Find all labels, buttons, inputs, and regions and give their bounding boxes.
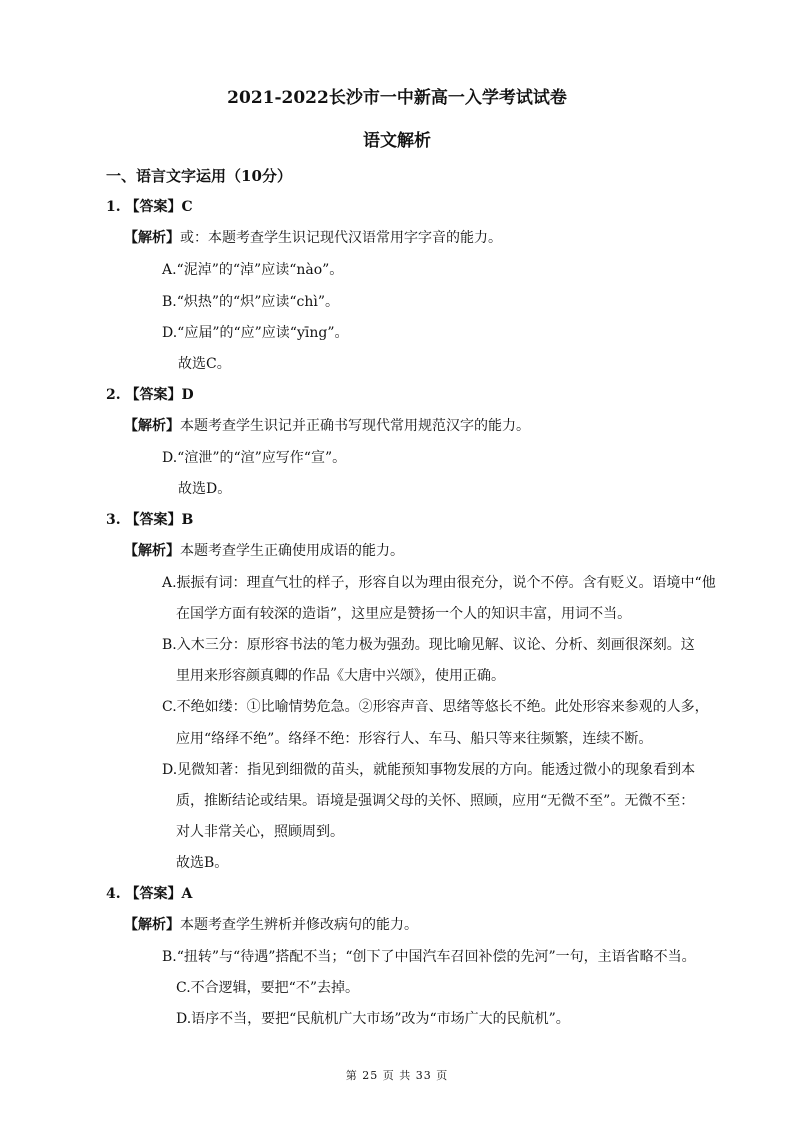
question-3-conclusion: 故选B。	[176, 855, 229, 871]
question-3-line-9: 对人非常关心，照顾周到。	[176, 824, 344, 840]
question-3-line-8: 质，推断结论或结果。语境是强调父母的关怀、照顾，应用“无微不至”。无微不至：	[176, 793, 695, 809]
question-1-option-a: A.“泥淖”的“淖”应读“nào”。	[162, 262, 344, 278]
question-3-analysis	[124, 541, 404, 561]
question-4-answer: 4. 【答案】A	[106, 886, 193, 902]
question-3-line-1: A.振振有词：理直气壮的样子，形容自以为理由很充分，说个不停。含有贬义。语境中“他	[162, 575, 716, 591]
document-title: 2021-2022长沙市一中新高一入学考试试卷	[227, 88, 567, 108]
analysis-text: 或：本题考查学生识记现代汉语常用字字音的能力。	[180, 230, 502, 246]
analysis-text: 本题考查学生辨析并修改病句的能力。	[180, 917, 418, 933]
analysis-text: 本题考查学生正确使用成语的能力。	[180, 543, 404, 559]
question-4-option-c: C.不合逻辑，要把“不”去掉。	[176, 980, 359, 996]
question-3-line-5: C.不绝如缕：①比喻情势危急。②形容声音、思绪等悠长不绝。此处形容来参观的人多，	[162, 699, 709, 715]
question-3-line-3: B.入木三分：原形容书法的笔力极为强劲。现比喻见解、议论、分析、刻画很深刻。这	[162, 637, 695, 653]
question-1-analysis	[124, 228, 502, 248]
question-1-option-b: B.“炽热”的“炽”应读“chì”。	[162, 294, 340, 310]
analysis-label: 【解析】	[124, 543, 180, 559]
analysis-label: 【解析】	[124, 418, 180, 434]
analysis-text: 本题考查学生识记并正确书写现代常用规范汉字的能力。	[180, 418, 530, 434]
question-4-option-b: B.“扭转”与“待遇”搭配不当；“创下了中国汽车召回补偿的先河”一句，主语省略不当。	[162, 949, 696, 965]
question-2-conclusion: 故选D。	[178, 481, 232, 497]
document-subtitle: 语文解析	[363, 131, 431, 151]
question-2-answer: 2. 【答案】D	[106, 387, 194, 403]
question-2-option-d: D.“渲泄”的“渲”应写作“宣”。	[162, 450, 347, 466]
question-3-line-6: 应用“络绎不绝”。络绎不绝：形容行人、车马、船只等来往频繁，连续不断。	[176, 731, 653, 747]
question-2-analysis	[124, 416, 530, 436]
question-1-answer: 1. 【答案】C	[106, 199, 193, 215]
question-3-line-2: 在国学方面有较深的造诣”，这里应是赞扬一个人的知识丰富，用词不当。	[176, 606, 632, 622]
question-4-analysis	[124, 915, 418, 935]
question-1-option-d: D.“应届”的“应”应读“yīng”。	[162, 325, 349, 341]
question-3-line-4: 里用来形容颜真卿的作品《大唐中兴颂》，使用正确。	[176, 668, 505, 684]
question-3-line-7: D.见微知著：指见到细微的苗头，就能预知事物发展的方向。能透过微小的现象看到本	[162, 762, 696, 778]
analysis-label: 【解析】	[124, 230, 180, 246]
question-1-conclusion: 故选C。	[178, 356, 231, 372]
question-3-answer: 3. 【答案】B	[106, 512, 194, 528]
analysis-label: 【解析】	[124, 917, 180, 933]
section-heading: 一、语言文字运用（10分）	[106, 167, 292, 185]
question-4-option-d: D.语序不当，要把“民航机广大市场”改为“市场广大的民航机”。	[176, 1011, 570, 1027]
page-number: 第 25 页 共 33 页	[345, 1069, 449, 1082]
